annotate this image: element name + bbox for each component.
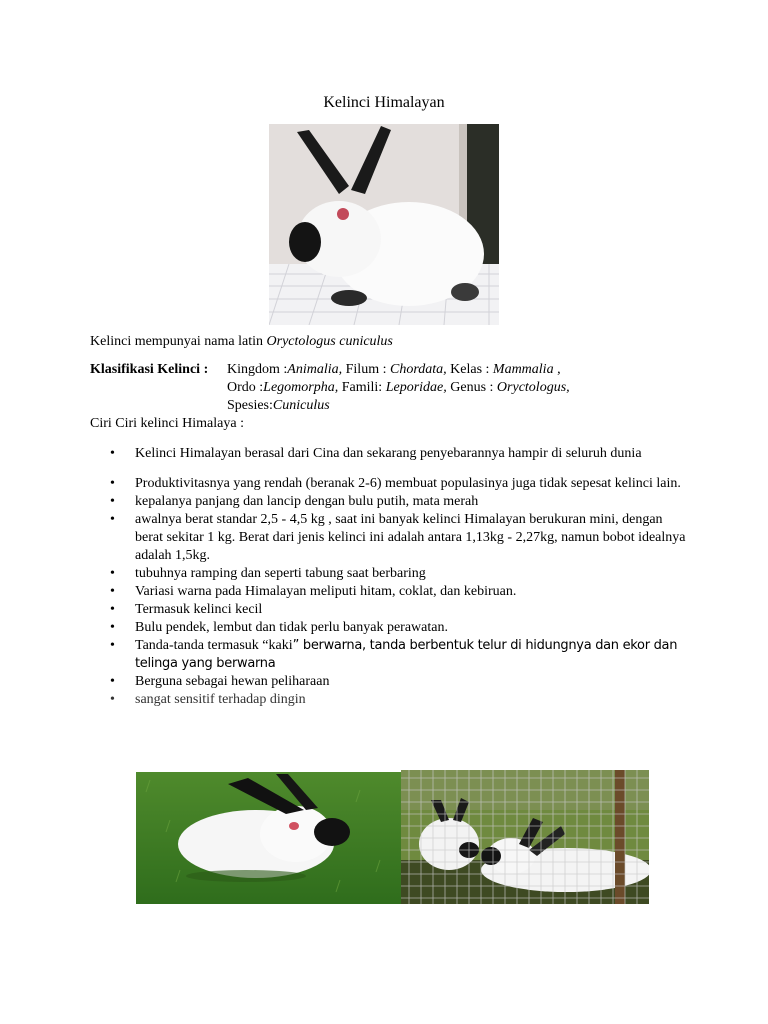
- classification-line-3: Spesies:Cuniculus: [227, 398, 330, 413]
- list-item: • Variasi warna pada Himalayan meliputi hitam, coklat, dan kebiruan.: [90, 583, 690, 601]
- list-item: • Bulu pendek, lembut dan tidak perlu banyak perawatan.: [90, 619, 690, 637]
- classification-line-1: Kingdom :Animalia, Filum : Chordata, Kelas : Mammalia ,: [227, 362, 561, 377]
- list-item: • kepalanya panjang dan lancip dengan bulu putih, mata merah: [90, 493, 690, 511]
- latin-name-line: [90, 334, 393, 350]
- list-item: • Produktivitasnya yang rendah (beranak 2-6) membuat populasinya juga tidak sepesat kelinci lain.: [90, 475, 690, 493]
- latin-prefix: Kelinci mempunyai nama latin: [90, 334, 267, 349]
- rabbits-in-cage-photo: [401, 770, 649, 904]
- list-item: • awalnya berat standar 2,5 - 4,5 kg , saat ini banyak kelinci Himalayan berukuran mini, dengan berat sekitar 1 kg. Berat dari jenis kelinci ini adalah antara 1,13kg - 2,27kg, namun bobot idealnya adalah 1,5kg.: [90, 511, 690, 565]
- list-item: • sangat sensitif terhadap dingin: [90, 691, 690, 709]
- rabbit-on-grass-photo: [136, 772, 402, 904]
- list-item: • tubuhnya ramping dan seperti tabung saat berbaring: [90, 565, 690, 583]
- himalayan-rabbit-photo: [269, 124, 499, 325]
- list-item: • Kelinci Himalayan berasal dari Cina dan sekarang penyebarannya hampir di seluruh dunia: [90, 445, 690, 463]
- list-item: • Termasuk kelinci kecil: [90, 601, 690, 619]
- classification-line-2: Ordo :Legomorpha, Famili: Leporidae, Genus : Oryctologus,: [227, 380, 570, 395]
- classification-label: Klasifikasi Kelinci :: [90, 362, 209, 377]
- latin-name: Oryctologus cuniculus: [266, 334, 393, 349]
- characteristics-heading: Ciri Ciri kelinci Himalaya :: [90, 416, 244, 431]
- page-title: Kelinci Himalayan: [323, 94, 445, 111]
- characteristics-list: [90, 445, 690, 709]
- list-item: • Tanda-tanda termasuk “kaki” berwarna, tanda berbentuk telur di hidungnya dan ekor dan telinga yang berwarna: [90, 637, 690, 673]
- list-item: • Berguna sebagai hewan peliharaan: [90, 673, 690, 691]
